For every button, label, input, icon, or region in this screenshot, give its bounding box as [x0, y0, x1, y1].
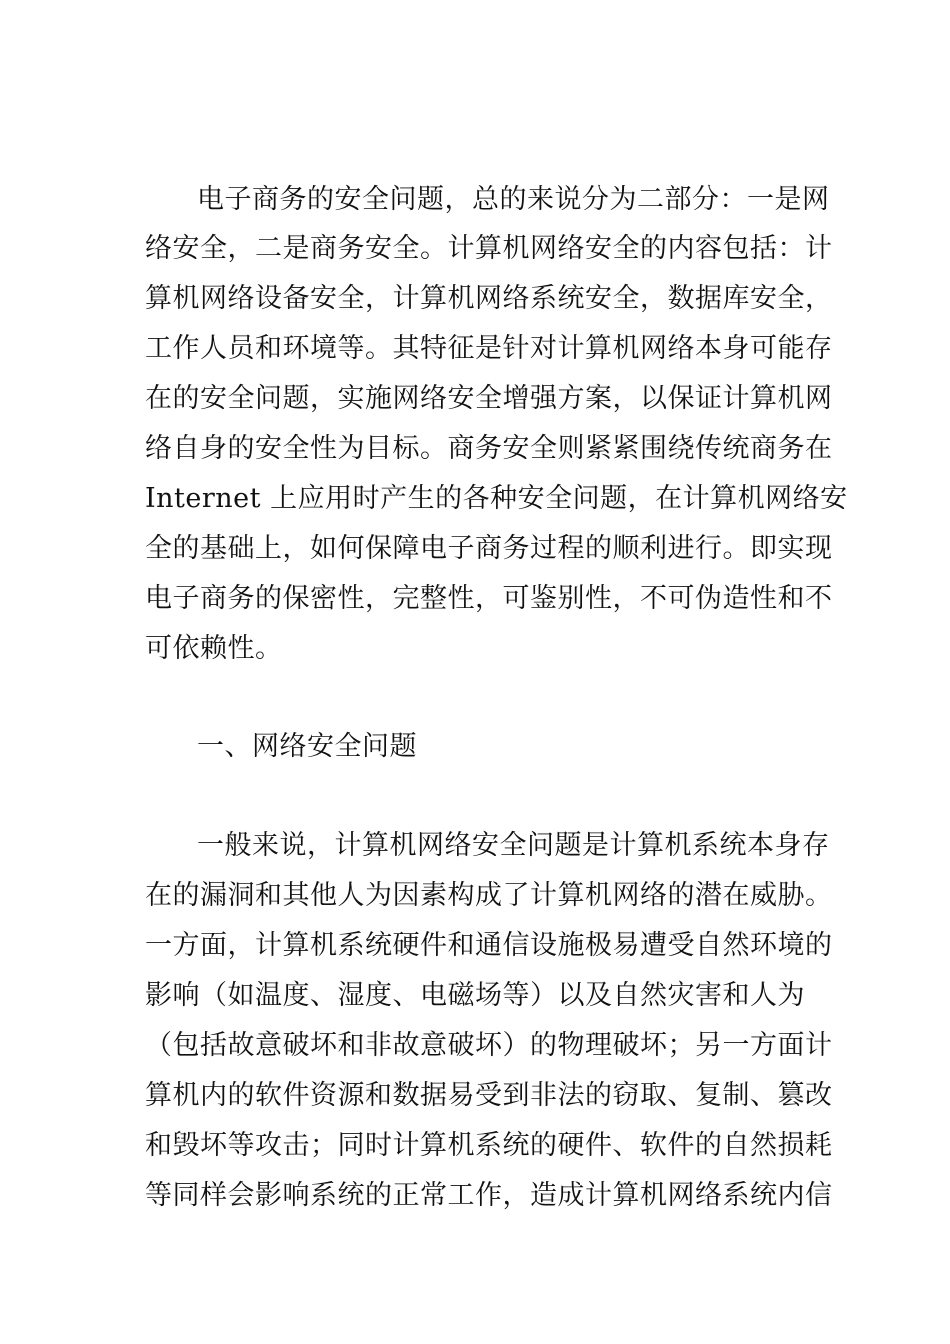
paragraph-line: 工作人员和环境等。其特征是针对计算机网络本身可能存: [145, 333, 833, 364]
paragraph-line: 可依赖性。: [145, 633, 283, 664]
paragraph-line: 一般来说，计算机网络安全问题是计算机系统本身存: [197, 830, 830, 861]
paragraph-line: 在的安全问题，实施网络安全增强方案，以保证计算机网: [145, 383, 833, 414]
paragraph-line: 在的漏洞和其他人为因素构成了计算机网络的潜在威胁。: [145, 880, 833, 911]
paragraph-line: 影响（如温度、湿度、电磁场等）以及自然灾害和人为: [145, 980, 805, 1011]
paragraph-line: Internet 上应用时产生的各种安全问题，在计算机网络安: [145, 483, 848, 514]
paragraph-line: 和毁坏等攻击；同时计算机系统的硬件、软件的自然损耗: [145, 1130, 833, 1161]
paragraph-line: 络自身的安全性为目标。商务安全则紧紧围绕传统商务在: [145, 433, 833, 464]
paragraph-line: 电子商务的保密性，完整性，可鉴别性，不可伪造性和不: [145, 583, 833, 614]
paragraph-line: 全的基础上，如何保障电子商务过程的顺利进行。即实现: [145, 533, 833, 564]
paragraph-line: 络安全，二是商务安全。计算机网络安全的内容包括：计: [145, 233, 833, 264]
paragraph-line: 等同样会影响系统的正常工作，造成计算机网络系统内信: [145, 1180, 833, 1211]
paragraph-line: 一方面，计算机系统硬件和通信设施极易遭受自然环境的: [145, 930, 833, 961]
paragraph-line: （包括故意破坏和非故意破坏）的物理破坏；另一方面计: [145, 1030, 833, 1061]
section-heading: 一、网络安全问题: [197, 731, 417, 762]
paragraph-line: 算机网络设备安全，计算机网络系统安全，数据库安全，: [145, 283, 833, 314]
paragraph-line: 电子商务的安全问题，总的来说分为二部分：一是网: [197, 184, 830, 215]
paragraph-line: 算机内的软件资源和数据易受到非法的窃取、复制、篡改: [145, 1080, 833, 1111]
